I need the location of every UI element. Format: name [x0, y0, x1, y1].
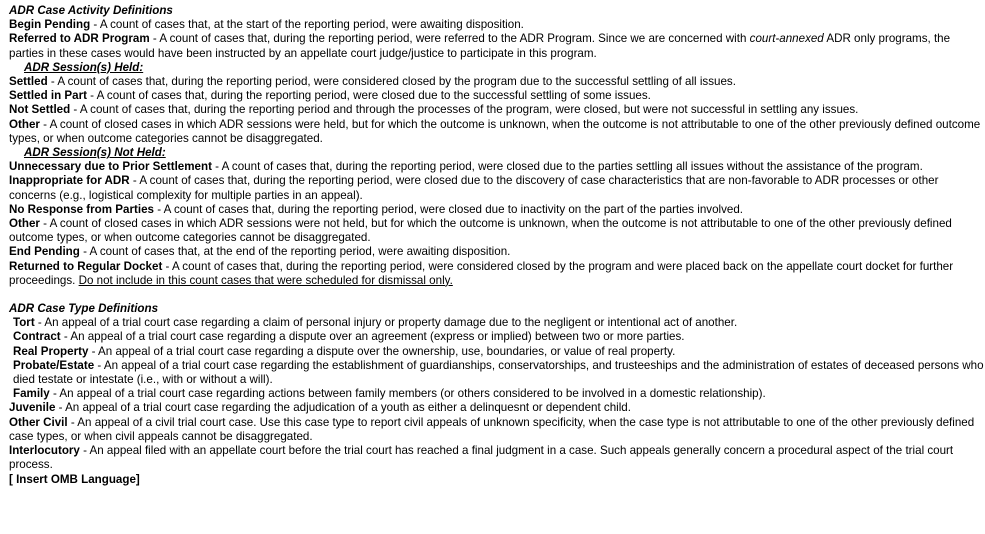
term-label: Tort [13, 316, 35, 330]
definition-probate-estate [9, 359, 984, 387]
term-label: No Response from Parties [9, 202, 154, 216]
sessions-held-heading: ADR Session(s) Held: [24, 60, 144, 74]
definition-settled-in-part [9, 89, 984, 103]
sessions-not-held-heading: ADR Session(s) Not Held: [24, 146, 166, 160]
definition-text: - An appeal of a trial court case regarding the adjudication of a youth as either a delinquesnt or dependent child. [55, 401, 631, 415]
term-label: Real Property [13, 344, 89, 358]
definition-text: - An appeal of a trial court case regarding a dispute over an agreement (express or implied) between two or more parties. [60, 330, 685, 344]
exclusion-note: Do not include in this count cases that were scheduled for dismissal only. [78, 273, 453, 287]
term-label: Not Settled [9, 103, 71, 117]
definition-end-pending [9, 245, 984, 259]
definition-text: - A count of cases that, during the reporting period, were closed due to inactivity on the part of the parties involved. [153, 202, 744, 216]
term-label: Other Civil [9, 415, 68, 429]
definition-other-held [9, 118, 984, 146]
definition-text: - A count of cases that, during the reporting period, were referred to the ADR Program. Since we are concerned with [149, 32, 750, 46]
term-label: Contract [13, 330, 61, 344]
definition-inappropriate [9, 174, 984, 202]
term-label: Returned to Regular Docket [9, 259, 163, 273]
definition-not-settled [9, 103, 984, 117]
definition-tort [9, 316, 984, 330]
term-label: Other [9, 217, 40, 231]
term-label: Settled in Part [9, 89, 87, 103]
term-label: Unnecessary due to Prior Settlement [9, 160, 212, 174]
definition-text: - An appeal filed with an appellate court before the trial court has reached a final judgment in a case. Such appeals generally concern a procedural aspect of the trial court process. [9, 444, 954, 472]
term-label: Family [13, 387, 50, 401]
definition-contract [9, 330, 984, 344]
definition-text: - A count of cases that, during the reporting period, were closed due to the parties settling all issues without the assistance of the program. [211, 160, 923, 174]
term-label: Probate/Estate [13, 358, 95, 372]
definition-referred [9, 32, 984, 60]
definition-text: - A count of closed cases in which ADR sessions were not held, but for which the outcome is unknown, when the outcome is not attributable to one of the other previously defined outcome types, or when outcome categories cannot be disaggregated. [9, 217, 952, 245]
term-label: End Pending [9, 245, 80, 259]
section-spacer [9, 288, 984, 302]
definition-returned [9, 260, 984, 288]
definition-text: - A count of cases that, during the reporting period and through the processes of the program, were closed, but were not successful in settling any issues. [70, 103, 859, 117]
definition-no-response [9, 203, 984, 217]
term-label: Inappropriate for ADR [9, 174, 130, 188]
definition-text: - An appeal of a trial court case regarding a claim of personal injury or property damage due to the negligent or intentional act of another. [34, 316, 738, 330]
term-label: Begin Pending [9, 18, 91, 32]
definition-text: - An appeal of a civil trial court case. Use this case type to report civil appeals of unknown specificity, when the case type is not attributable to one of the other previously defined case types, or when civil appeals cannot be disaggregated. [9, 415, 975, 443]
emphasis-text: court-annexed [749, 32, 824, 46]
document-body [9, 4, 984, 487]
term-label: Settled [9, 75, 48, 89]
definition-other-civil [9, 416, 984, 444]
term-label: Other [9, 117, 40, 131]
definition-unnecessary [9, 160, 984, 174]
definition-text: - An appeal of a trial court case regarding actions between family members (or others considered to be involved in a domestic relationship). [49, 387, 766, 401]
definition-real-property [9, 345, 984, 359]
definition-text: ADR only programs, the parties in these cases would have been instructed by an appellate court judge/justice to participate in this program. [9, 32, 951, 60]
term-label: Juvenile [9, 401, 56, 415]
term-label: Interlocutory [9, 444, 80, 458]
definition-family [9, 387, 984, 401]
definition-juvenile [9, 401, 984, 415]
definition-text: - A count of cases that, at the start of the reporting period, were awaiting disposition. [90, 18, 524, 32]
definition-text: - A count of cases that, at the end of the reporting period, were awaiting disposition. [79, 245, 511, 259]
definition-begin-pending [9, 18, 984, 32]
definition-text: - A count of cases that, during the reporting period, were considered closed by the program and were placed back on the appellate court docket for further proceedings. [9, 259, 954, 287]
definition-text: - An appeal of a trial court case regarding the establishment of guardianships, conservatorships, and trusteeships and the administration of estates of deceased persons who died testate or intestate (i.e., with or without a will). [13, 358, 984, 387]
definition-text: - A count of cases that, during the reporting period, were closed due to the discovery of case characteristics that are non-favorable to ADR processes or other concerns (e.g., logistical complexity for multiple parties in an appeal). [9, 174, 939, 202]
definition-text: - A count of cases that, during the reporting period, were closed due to the successful settling of some issues. [86, 89, 651, 103]
definition-text: - An appeal of a trial court case regarding a dispute over the ownership, use, boundaries, or value of real property. [88, 344, 676, 358]
activity-definitions-title: ADR Case Activity Definitions [9, 4, 173, 17]
definition-text: - A count of closed cases in which ADR sessions were held, but for which the outcome is unknown, when the outcome is not attributable to one of the other previously defined outcome types, or when outcome categories cannot be disaggregated. [9, 117, 981, 145]
type-definitions-title: ADR Case Type Definitions [9, 302, 159, 316]
term-label: Referred to ADR Program [9, 32, 150, 46]
definition-other-not-held [9, 217, 984, 245]
definition-interlocutory [9, 444, 984, 472]
omb-language-placeholder: [ Insert OMB Language] [9, 472, 140, 486]
definition-settled [9, 75, 984, 89]
definition-text: - A count of cases that, during the reporting period, were considered closed by the program due to the successful settling of all issues. [47, 75, 736, 89]
